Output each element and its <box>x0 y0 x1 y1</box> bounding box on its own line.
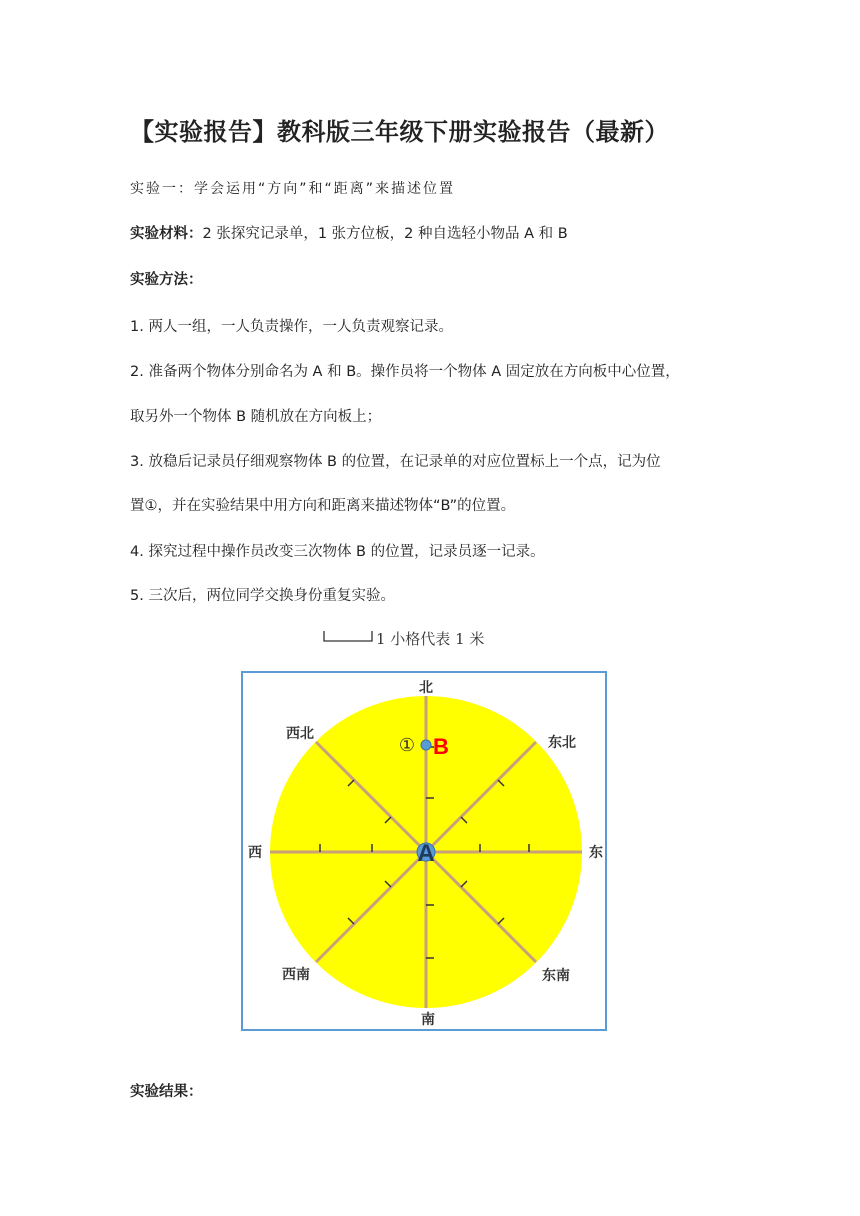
step-2-continued: 取另外一个物体 B 随机放在方向板上； <box>130 409 382 425</box>
label-south: 南 <box>421 1012 435 1028</box>
experiment-subtitle: 实验一：学会运用“方向”和“距离”来描述位置 <box>130 181 456 197</box>
method-label: 实验方法： <box>130 272 203 288</box>
label-northeast: 东北 <box>548 735 576 751</box>
marker-index: ① <box>398 735 416 756</box>
step-3: 3. 放稳后记录员仔细观察物体 B 的位置，在记录单的对应位置标上一个点，记为位 <box>130 454 661 470</box>
label-east: 东 <box>589 845 603 861</box>
step-3-continued: 置①，并在实验结果中用方向和距离来描述物体“B”的位置。 <box>130 498 516 514</box>
direction-board-diagram <box>240 624 612 1034</box>
label-southeast: 东南 <box>542 968 570 984</box>
step-2: 2. 准备两个物体分别命名为 A 和 B。操作员将一个物体 A 固定放在方向板中心位置， <box>130 364 680 380</box>
materials-text: 2 张探究记录单，1 张方位板，2 种自选轻小物品 A 和 B <box>202 226 568 242</box>
scale-bar <box>324 631 372 641</box>
label-southwest: 西南 <box>282 967 310 983</box>
materials-label: 实验材料： <box>130 226 203 242</box>
direction-board-svg <box>240 624 612 1034</box>
label-northwest: 西北 <box>286 726 314 742</box>
document-title: 【实验报告】教科版三年级下册实验报告（最新） <box>130 118 669 146</box>
marker-dot <box>421 740 431 750</box>
label-west: 西 <box>248 845 262 861</box>
step-5: 5. 三次后，两位同学交换身份重复实验。 <box>130 588 395 604</box>
label-north: 北 <box>419 680 433 696</box>
materials-line <box>130 222 568 243</box>
marker-label-b: B <box>433 734 449 759</box>
scale-text: 1 小格代表 1 米 <box>376 630 485 648</box>
step-1: 1. 两人一组，一人负责操作，一人负责观察记录。 <box>130 319 453 335</box>
step-4: 4. 探究过程中操作员改变三次物体 B 的位置，记录员逐一记录。 <box>130 544 545 560</box>
center-label-a: A <box>417 840 435 867</box>
result-label: 实验结果： <box>130 1084 203 1100</box>
